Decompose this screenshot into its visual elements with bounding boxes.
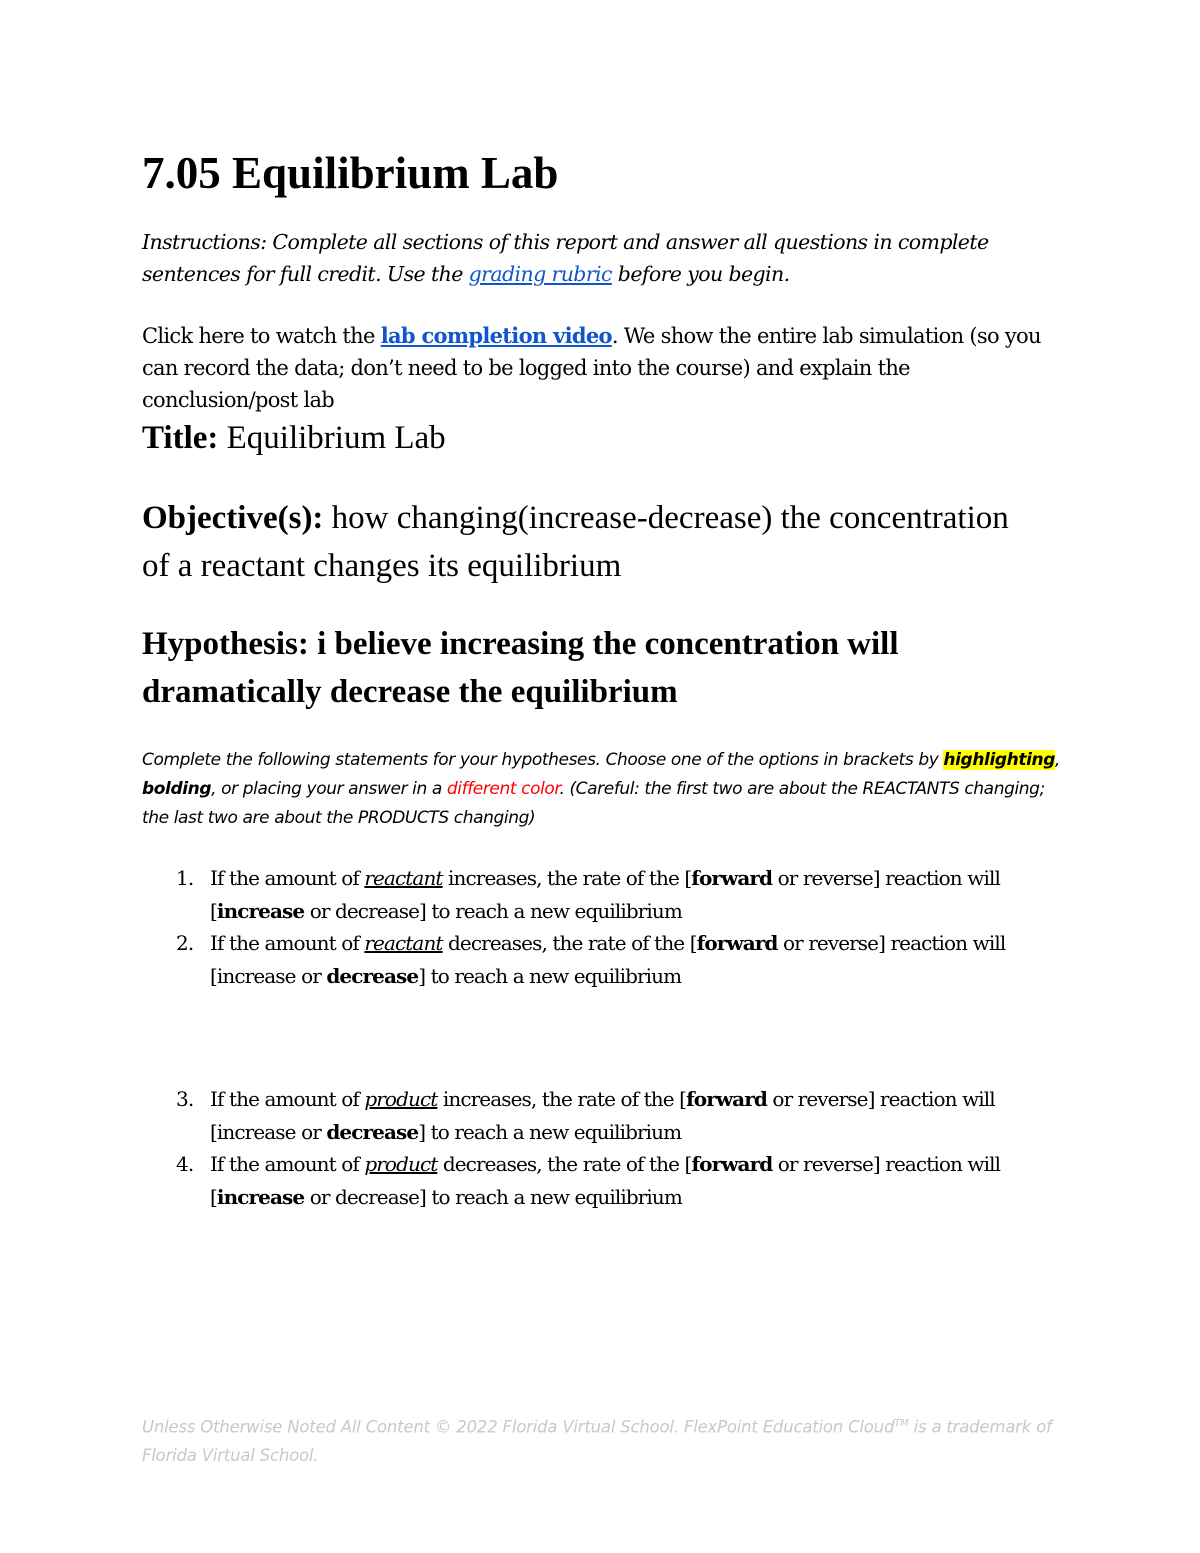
title-value: Equilibrium Lab bbox=[218, 420, 446, 456]
trademark-mark: TM bbox=[894, 1418, 909, 1429]
statement-subject: reactant bbox=[364, 931, 443, 955]
objective-section bbox=[142, 494, 1042, 590]
option-increase: increase bbox=[216, 1119, 296, 1144]
footer-text: Unless Otherwise Noted All Content © 2022 Florida Virtual School. FlexPoint Education Cloud bbox=[142, 1417, 895, 1437]
lab-completion-video-link[interactable]: lab completion video bbox=[380, 323, 612, 348]
objective-label: Objective(s): bbox=[142, 500, 324, 536]
option-increase: increase bbox=[216, 1184, 305, 1209]
option-decrease: decrease bbox=[334, 1184, 420, 1209]
hypothesis-section: Hypothesis: i believe increasing the concentration will dramatically decrease the equilibrium bbox=[142, 626, 899, 710]
title-label: Title: bbox=[142, 420, 219, 456]
statement-text: decreases, the rate of the [ bbox=[437, 1152, 692, 1176]
direction-forward: forward bbox=[691, 866, 773, 890]
grading-rubric-link[interactable]: grading rubric bbox=[468, 262, 612, 286]
statement-text: ] to reach a new equilibrium bbox=[419, 898, 682, 923]
statement-text: increases, the rate of the [ bbox=[437, 1087, 687, 1111]
note-text-2: , bbox=[1054, 750, 1060, 770]
footer-text-end: is a trademark of Florida Virtual School. bbox=[142, 1417, 1052, 1465]
video-paragraph bbox=[142, 320, 1062, 416]
statement-text: or bbox=[295, 963, 327, 988]
statement-text: or bbox=[295, 1119, 327, 1144]
statement-text: or reverse] reaction will [ bbox=[210, 866, 1000, 923]
option-decrease: decrease bbox=[326, 963, 419, 988]
option-decrease: decrease bbox=[334, 898, 420, 923]
direction-forward: forward bbox=[686, 1087, 767, 1111]
document-title: 7.05 Equilibrium Lab bbox=[142, 148, 559, 198]
statement-list-products bbox=[176, 1083, 1056, 1213]
title-section bbox=[142, 416, 446, 460]
statement-text: or reverse] reaction will [ bbox=[210, 931, 1006, 988]
direction-forward: forward bbox=[691, 1152, 773, 1176]
statement-text: ] to reach a new equilibrium bbox=[419, 1184, 682, 1209]
statement-text: If the amount of bbox=[210, 931, 365, 955]
statement-text: or bbox=[304, 1184, 335, 1209]
copyright-footer bbox=[142, 1410, 1062, 1470]
statement-text: If the amount of bbox=[210, 1087, 365, 1111]
statement-subject: product bbox=[364, 1087, 438, 1111]
statement-number: 4. bbox=[176, 1152, 194, 1176]
statement-text: increases, the rate of the [ bbox=[442, 866, 692, 890]
different-color-example: different color bbox=[446, 779, 560, 799]
video-text: Click here to watch the bbox=[142, 324, 381, 348]
statement-item bbox=[176, 1148, 1056, 1213]
option-decrease: decrease bbox=[326, 1119, 419, 1144]
direction-forward: forward bbox=[696, 931, 778, 955]
note-text-1: Complete the following statements for your hypotheses. Choose one of the options in brackets by bbox=[142, 750, 944, 770]
video-text-end: . We show the entire lab simulation (so you can record the data; don’t need to be logged into the course) and explain the conclusion/post lab bbox=[142, 324, 1041, 412]
statement-text: If the amount of bbox=[210, 1152, 365, 1176]
statement-text: If the amount of bbox=[210, 866, 365, 890]
statement-text: or reverse] reaction will [ bbox=[210, 1087, 995, 1144]
statement-text: or bbox=[304, 898, 335, 923]
instructions-text: Instructions: Complete all sections of this report and answer all questions in complete sentences for full credit. Use the bbox=[142, 230, 989, 286]
highlighting-example: highlighting bbox=[943, 750, 1055, 770]
statement-number: 2. bbox=[176, 931, 194, 955]
statement-text: decreases, the rate of the [ bbox=[442, 931, 697, 955]
statements-instructions bbox=[142, 746, 1062, 833]
statement-item bbox=[176, 927, 1056, 992]
statement-text: ] to reach a new equilibrium bbox=[418, 963, 682, 988]
statement-item bbox=[176, 1083, 1056, 1148]
objective-value: how changing(increase-decrease) the concentration of a reactant changes its equilibrium bbox=[142, 500, 1009, 584]
statement-number: 1. bbox=[176, 866, 194, 890]
bolding-example: bolding bbox=[142, 779, 212, 799]
option-increase: increase bbox=[216, 963, 296, 988]
note-text-4: . (Careful: the first two are about the REACTANTS changing; the last two are about the PRODUCTS changing) bbox=[142, 779, 1045, 828]
statement-number: 3. bbox=[176, 1087, 194, 1111]
statement-subject: product bbox=[364, 1152, 438, 1176]
statement-subject: reactant bbox=[364, 866, 443, 890]
instructions-text-end: before you begin. bbox=[611, 262, 790, 286]
statement-list-reactants bbox=[176, 862, 1056, 992]
note-text-3: , or placing your answer in a bbox=[211, 779, 447, 799]
instructions-paragraph bbox=[142, 226, 1062, 290]
option-increase: increase bbox=[216, 898, 305, 923]
statement-text: ] to reach a new equilibrium bbox=[418, 1119, 682, 1144]
statement-text: or reverse] reaction will [ bbox=[210, 1152, 1001, 1209]
statement-item bbox=[176, 862, 1056, 927]
